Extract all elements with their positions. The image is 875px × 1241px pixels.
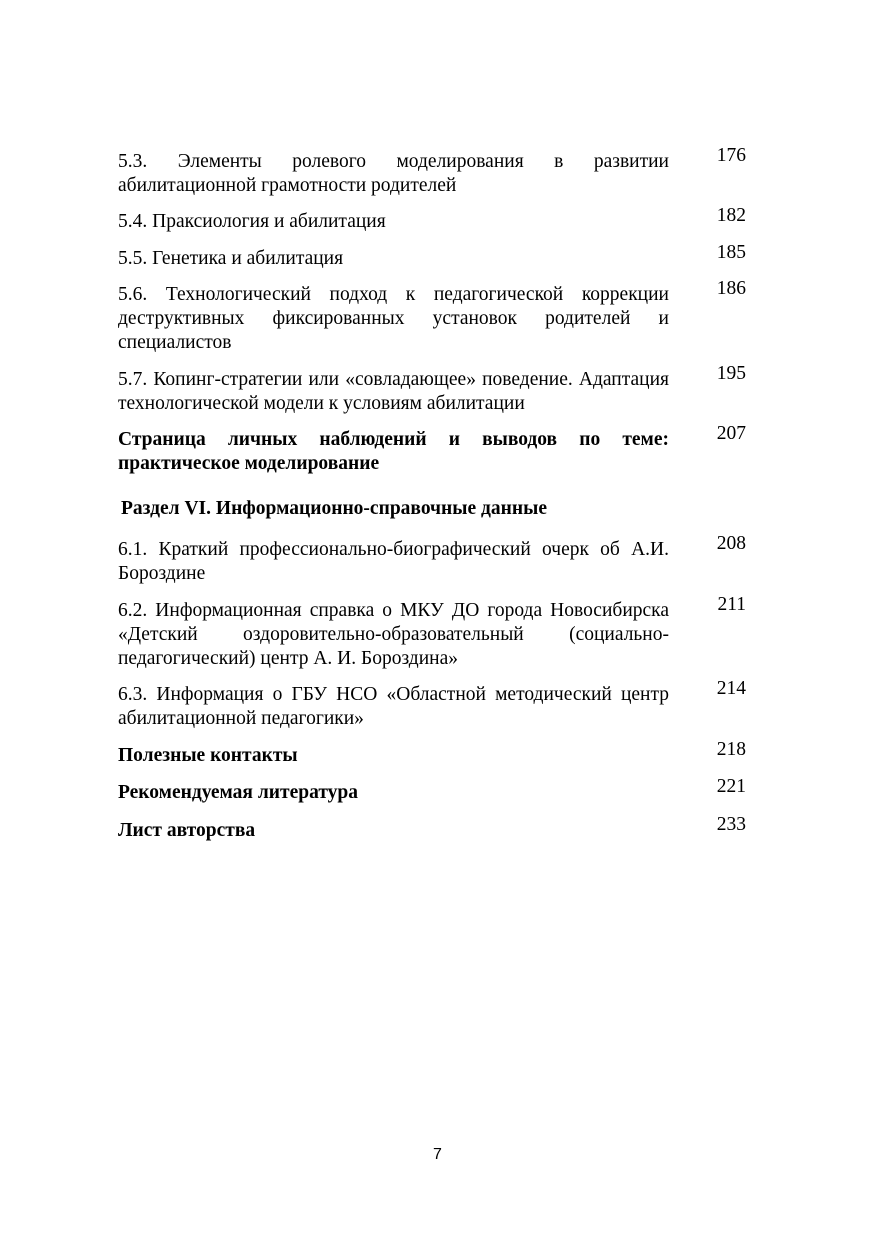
toc-entry-title: 5.7. Копинг-стратегии или «совладающее» поведение. Адаптация технологической модели к условиям абилитации <box>118 369 669 414</box>
toc-entry-title: 5.4. Праксиология и абилитация <box>118 211 386 232</box>
toc-entry-title: 6.1. Краткий профессионально-биографический очерк об А.И. Бороздине <box>118 539 669 584</box>
toc-entry-page: 195 <box>716 363 746 384</box>
toc-entry-page: 233 <box>716 814 746 835</box>
toc-entry-page: 176 <box>716 145 746 166</box>
toc-entry-page: 182 <box>716 205 746 226</box>
toc-entry-title: 6.2. Информационная справка о МКУ ДО города Новосибирска «Детский оздоровительно-образовательный (социально-педагогический) центр А. И. Бороздина» <box>118 600 669 669</box>
toc-entry-page: 186 <box>716 278 746 299</box>
toc-entry-page: 221 <box>716 776 746 797</box>
page-number: 7 <box>433 1146 442 1163</box>
toc-entry-page: 211 <box>717 594 746 615</box>
toc-entry-title: 5.6. Технологический подход к педагогической коррекции деструктивных фиксированных установок родителей и специалистов <box>118 284 669 353</box>
toc-entry-page: 208 <box>716 533 746 554</box>
toc-entry-page: 207 <box>716 423 746 444</box>
toc-entry-title: 6.3. Информация о ГБУ НСО «Областной методический центр абилитационной педагогики» <box>118 684 669 729</box>
section-heading: Раздел VI. Информационно-справочные данные <box>121 498 548 519</box>
toc-entry-title: 5.3. Элементы ролевого моделирования в развитии абилитационной грамотности родителей <box>118 151 669 196</box>
toc-entry-page: 214 <box>716 678 746 699</box>
toc-entry-page: 185 <box>716 242 746 263</box>
toc-entry-title: Рекомендуемая литература <box>118 782 358 803</box>
toc-entry-title: Лист авторства <box>118 820 256 841</box>
toc-entry-title: Полезные контакты <box>118 745 298 766</box>
toc-entry-title: 5.5. Генетика и абилитация <box>118 248 344 269</box>
toc-entry-title: Страница личных наблюдений и выводов по теме: практическое моделирование <box>118 429 669 474</box>
toc-entry-page: 218 <box>716 739 746 760</box>
